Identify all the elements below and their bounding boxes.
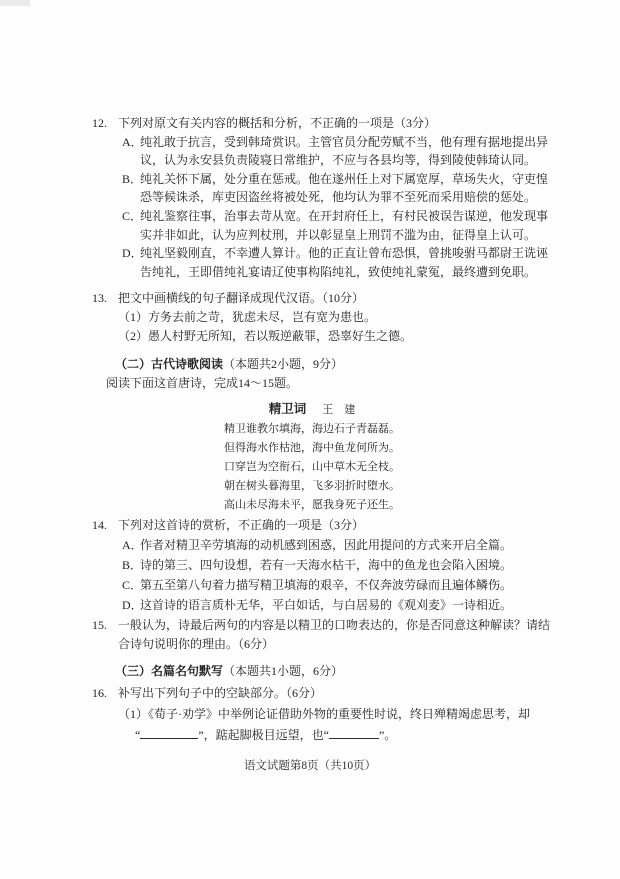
poem-line: 口穿岂为空衔石，山中草木无全枝。 xyxy=(224,461,400,474)
question-16 xyxy=(92,683,552,746)
section-2-title: （二）古代诗歌阅读 xyxy=(115,357,224,372)
option-b-label: B． xyxy=(122,558,143,573)
quote-open: “ xyxy=(135,728,141,743)
question-14-number: 14. xyxy=(92,518,107,533)
option-b-text: 诗的第三、四句设想，若有一天海水枯干，海中的鱼龙也会陷入困境。 xyxy=(140,558,513,573)
poem-title-line xyxy=(92,400,532,420)
option-c-text: 纯礼鉴察往事，治事去苛从宽。在开封府任上，有村民被误告谋逆，他发现事实并非如此，认为应判杖刑，并以彰显皇上刑罚不滥为由，征得皇上认可。 xyxy=(140,208,549,242)
poem-line: 精卫谁教尔填海，海边石子青磊磊。 xyxy=(224,423,400,436)
option-a-text: 作者对精卫辛劳填海的动机感到困惑，因此用提问的方式来开启全篇。 xyxy=(140,538,513,553)
scan-artifact xyxy=(0,0,30,6)
question-14-stem: 下列对这首诗的赏析，不正确的一项是（3分） xyxy=(118,518,365,533)
option-c-text: 第五至第八句着力描写精卫填海的艰辛，不仅奔波劳碌而且遍体鳞伤。 xyxy=(140,578,513,593)
option-a-label: A． xyxy=(122,134,143,149)
question-16-number: 16. xyxy=(92,686,107,701)
poem-block xyxy=(92,400,532,515)
section-2 xyxy=(92,355,552,393)
footer-page-number: 语文试题第8页（共10页） xyxy=(243,760,377,772)
page-content xyxy=(92,114,552,746)
section-2-heading xyxy=(115,355,552,374)
question-16-stem: 补写出下列句子中的空缺部分。（6分） xyxy=(118,686,323,701)
poem-line: 但得海水作枯池，海中鱼龙何所为。 xyxy=(224,442,400,455)
option-b-label: B． xyxy=(122,171,143,186)
option-a-text: 纯礼敢于抗言，受到韩琦赏识。主管官员分配劳赋不当，他有理有据地提出异议，认为永安县负责陵寝日常维护，不应与各县均等，得到陵使韩琦认同。 xyxy=(140,134,549,168)
answer-blank-1 xyxy=(140,727,198,739)
question-14-option-a xyxy=(122,535,552,555)
quote-close: ”。 xyxy=(378,728,397,743)
section-3-heading xyxy=(115,662,552,681)
question-12-stem: 下列对原文有关内容的概括和分析，不正确的一项是（3分） xyxy=(118,116,437,130)
question-16-fill-line xyxy=(135,725,552,746)
option-d-label: D． xyxy=(122,598,143,613)
question-16-item-1: （1）《荀子·劝学》中举例论证借助外物的重要性时说，终日殚精竭虑思考，却 xyxy=(118,707,530,722)
section-3-meta: （本题共1小题，6分） xyxy=(223,664,344,679)
option-c-label: C． xyxy=(122,208,143,223)
question-12-option-c xyxy=(122,207,552,244)
question-14 xyxy=(92,515,552,615)
option-d-text: 纯礼坚毅刚直，不幸遭人算计。他的正直让曾布恐惧，曾挑唆驸马都尉王诜诬告纯礼，王即借纯礼宴请辽使事构陷纯礼，致使纯礼蒙冤，最终遭到免职。 xyxy=(140,246,549,279)
fill-line-middle: ”，踮起脚极目远望，也“ xyxy=(198,728,329,743)
poem-line: 高山未尽海未平，愿我身死子还生。 xyxy=(224,499,400,512)
poem-author: 王 建 xyxy=(322,404,356,417)
question-12-option-d xyxy=(122,244,552,281)
section-3 xyxy=(92,662,552,681)
question-13-stem: 把文中画横线的句子翻译成现代汉语。（10分） xyxy=(118,291,365,306)
question-12-option-b xyxy=(122,170,552,207)
option-b-text: 纯礼关怀下属，处分重在惩戒。他在遂州任上对下属宽厚，草场失火，守吏惶恐等候诛杀，库吏因盗丝将被处死，他均认为罪不至死而采用赔偿的惩处。 xyxy=(140,171,549,205)
question-13-number: 13. xyxy=(92,291,107,306)
option-a-label: A． xyxy=(122,538,143,553)
section-2-intro: 阅读下面这首唐诗，完成14～15题。 xyxy=(106,376,299,391)
question-14-option-b xyxy=(122,555,552,575)
question-15-number: 15. xyxy=(92,618,107,633)
answer-blank-2 xyxy=(329,727,379,739)
question-14-option-d xyxy=(122,595,552,615)
poem-title: 精卫词 xyxy=(268,402,307,417)
option-d-label: D． xyxy=(122,246,143,261)
option-d-text: 这首诗的语言质朴无华，平白如话，与白居易的《观刈麦》一诗相近。 xyxy=(140,598,513,613)
question-13-item-1: （1）方务去前之苛，犹虑未尽，岂有宽为患也。 xyxy=(118,310,377,325)
section-3-title: （三）名篇名句默写 xyxy=(115,664,224,679)
question-14-option-c xyxy=(122,575,552,595)
section-2-meta: （本题共2小题，9分） xyxy=(223,357,344,372)
question-13 xyxy=(92,289,552,346)
question-12-number: 12. xyxy=(92,116,107,130)
question-15-stem: 一般认为，诗最后两句的内容是以精卫的口吻表达的，你是否同意这种解读？请结合诗句说明你的理由。（6分） xyxy=(118,618,551,652)
question-12 xyxy=(92,114,552,281)
question-12-option-a xyxy=(122,133,552,170)
option-c-label: C． xyxy=(122,578,143,593)
question-13-item-2: （2）愚人村野无所知，若以叛逆蔽罪，恐辜好生之德。 xyxy=(118,329,413,344)
poem-line: 朝在树头暮海里，飞多羽折时堕水。 xyxy=(224,480,400,493)
question-15 xyxy=(92,616,552,654)
